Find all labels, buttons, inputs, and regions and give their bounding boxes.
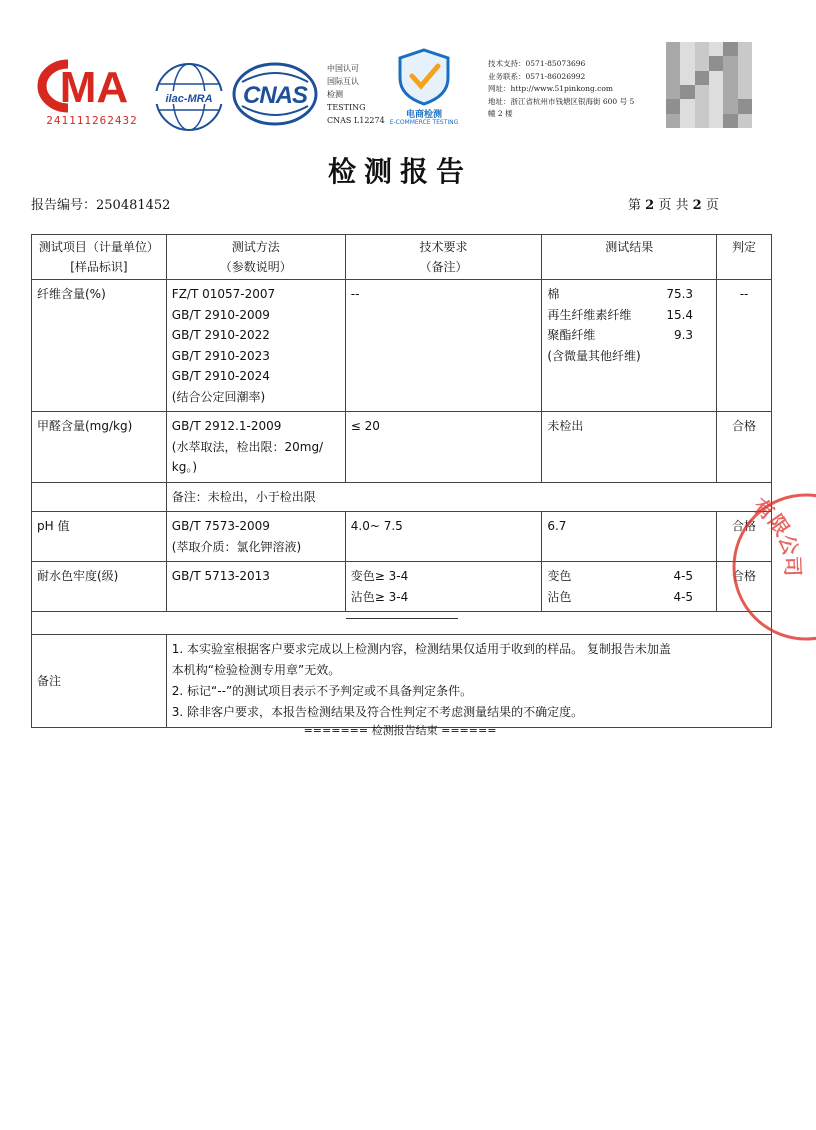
judge-cell: 合格 bbox=[717, 562, 772, 612]
globe-icon bbox=[152, 60, 226, 134]
header-item bbox=[32, 235, 167, 280]
business-line: 业务联系：0571-86026992 bbox=[488, 71, 586, 81]
page-prefix: 第 bbox=[628, 198, 642, 213]
method-line: (萃取介质：氯化钾溶液) bbox=[171, 539, 302, 554]
requirement-line: 沾色≥ 3-4 bbox=[350, 589, 409, 604]
method-cell bbox=[166, 412, 345, 483]
grade-value: 4-5 bbox=[673, 589, 694, 604]
method-line: GB/T 2912.1-2009 bbox=[171, 419, 282, 433]
contact-info bbox=[488, 58, 634, 121]
result-line bbox=[547, 305, 711, 326]
ilac-text: ilac-MRA bbox=[165, 93, 213, 105]
method-line: GB/T 7573-2009 bbox=[171, 519, 270, 533]
note-line: 3. 除非客户要求，本报告检测结果及符合性判定不考虑测量结果的不确定度。 bbox=[171, 705, 584, 719]
page-mid: 页 共 bbox=[658, 198, 689, 213]
note-line: 本机构“检验检测专用章”无效。 bbox=[171, 663, 341, 677]
table-row-ph bbox=[32, 512, 772, 562]
table-row-formaldehyde bbox=[32, 412, 772, 483]
item-cell: 甲醛含量(mg/kg) bbox=[32, 412, 167, 483]
seal-text: 有限公司 bbox=[748, 493, 805, 577]
fiber-value: 9.3 bbox=[673, 328, 694, 342]
requirement-line: 变色≥ 3-4 bbox=[350, 569, 409, 583]
grade-name: 沾色 bbox=[547, 589, 572, 604]
table-row-fiber bbox=[32, 280, 772, 412]
requirement-cell: -- bbox=[345, 280, 542, 412]
note-line: 2. 标记“--”的测试项目表示不予判定或不具备判定条件。 bbox=[171, 684, 473, 698]
ecommerce-testing-logo bbox=[378, 46, 470, 128]
address-line: 地址：浙江省杭州市钱塘区银海街 600 号 5 bbox=[488, 96, 635, 106]
judge-cell: -- bbox=[717, 280, 772, 412]
website-line[interactable]: 网址：http://www.51pinkong.com bbox=[488, 84, 613, 94]
cma-logo bbox=[38, 58, 146, 130]
result-line bbox=[547, 284, 711, 305]
item-cell: 耐水色牢度(级) bbox=[32, 562, 167, 612]
note-line: 1. 本实验室根据客户要求完成以上检测内容，检测结果仅适用于收到的样品。 复制报告未加盖 bbox=[171, 642, 671, 656]
blurred-qr-code bbox=[666, 42, 752, 128]
header-requirement bbox=[345, 235, 542, 280]
header-req-line: （备注） bbox=[419, 260, 468, 274]
test-results-table bbox=[31, 234, 772, 728]
notes-label-cell: 备注 bbox=[32, 635, 167, 728]
header-item-line: [样品标识] bbox=[70, 260, 128, 274]
report-end-marker: ======= 检测报告结束 ====== bbox=[303, 724, 497, 737]
result-cell bbox=[542, 562, 717, 612]
header-item-line: 测试项目（计量单位） bbox=[38, 240, 159, 254]
address-line-2: 幢 2 楼 bbox=[488, 109, 513, 119]
header-judge: 判定 bbox=[717, 235, 772, 280]
page-suffix: 页 bbox=[705, 198, 719, 213]
result-line bbox=[547, 566, 711, 587]
method-line: (水萃取法，检出限：20mg/ bbox=[171, 439, 324, 454]
cert-line: 中国认可 bbox=[327, 64, 359, 73]
header-method bbox=[166, 235, 345, 280]
requirement-cell bbox=[345, 562, 542, 612]
notes-cell bbox=[166, 635, 771, 728]
table-row-formaldehyde-note bbox=[32, 482, 772, 512]
table-row-divider bbox=[32, 612, 772, 635]
page-current: 2 bbox=[645, 198, 655, 213]
report-number bbox=[31, 194, 170, 213]
note-cell: 备注：未检出，小于检出限 bbox=[166, 482, 771, 512]
cnas-text: CNAS bbox=[242, 82, 307, 109]
grade-value: 4-5 bbox=[673, 569, 694, 583]
table-header-row bbox=[32, 235, 772, 280]
result-cell: 未检出 bbox=[542, 412, 717, 483]
method-cell: GB/T 5713-2013 bbox=[166, 562, 345, 612]
cma-emblem-icon bbox=[38, 58, 146, 114]
header-method-line: 测试方法 bbox=[231, 240, 280, 254]
result-line bbox=[547, 587, 711, 608]
cert-line: CNAS L12274 bbox=[327, 116, 385, 125]
grade-name: 变色 bbox=[547, 569, 572, 583]
ecommerce-cn-text: 电商检测 bbox=[405, 110, 442, 120]
ma-certificate-number: 241111262432 bbox=[46, 114, 138, 127]
fiber-name: 再生纤维素纤维 bbox=[547, 307, 632, 322]
judge-cell: 合格 bbox=[717, 412, 772, 483]
method-line: GB/T 2910-2024 bbox=[171, 369, 270, 383]
cert-line: 检测 bbox=[327, 90, 343, 99]
method-cell bbox=[166, 280, 345, 412]
fiber-value: 75.3 bbox=[666, 287, 694, 301]
report-header bbox=[0, 0, 800, 140]
judge-cell: 合格 bbox=[717, 512, 772, 562]
result-cell: 6.7 bbox=[542, 512, 717, 562]
method-line: GB/T 2910-2023 bbox=[171, 348, 270, 363]
document-title: 检测报告 bbox=[327, 155, 472, 188]
report-number-value: 250481452 bbox=[96, 198, 171, 213]
header-method-line: （参数说明） bbox=[219, 260, 292, 274]
tech-support-line: 技术支持：0571-85073696 bbox=[488, 59, 586, 68]
cnas-logo bbox=[232, 62, 318, 126]
header-req-line: 技术要求 bbox=[419, 240, 468, 254]
fiber-name: 聚酯纤维 bbox=[547, 328, 596, 342]
divider-rule bbox=[346, 618, 458, 619]
fiber-value: 15.4 bbox=[666, 307, 694, 322]
method-line: GB/T 2910-2009 bbox=[171, 307, 270, 322]
requirement-cell: ≤ 20 bbox=[345, 412, 542, 483]
method-line: kg。) bbox=[171, 460, 198, 474]
item-cell: 纤维含量(%) bbox=[32, 280, 167, 412]
page-total: 2 bbox=[692, 198, 702, 213]
accreditation-text bbox=[327, 62, 385, 127]
item-cell: pH 值 bbox=[32, 512, 167, 562]
result-cell bbox=[542, 280, 717, 412]
cert-line: TESTING bbox=[327, 103, 366, 112]
ma-logo-text: MA bbox=[59, 63, 129, 112]
requirement-cell: 4.0~ 7.5 bbox=[345, 512, 542, 562]
empty-cell bbox=[32, 482, 167, 512]
method-line: GB/T 2910-2022 bbox=[171, 328, 270, 342]
result-line bbox=[547, 325, 711, 346]
cert-line: 国际互认 bbox=[327, 77, 359, 86]
divider-cell bbox=[32, 612, 772, 635]
table-row-notes bbox=[32, 635, 772, 728]
ecommerce-en-text: E-COMMERCE TESTING bbox=[389, 119, 459, 126]
result-note: (含微量其他纤维) bbox=[547, 348, 641, 363]
header-result: 测试结果 bbox=[542, 235, 717, 280]
fiber-name: 棉 bbox=[547, 287, 560, 301]
report-number-label: 报告编号： bbox=[31, 198, 97, 213]
shield-check-icon bbox=[378, 46, 470, 106]
page-indicator bbox=[628, 194, 719, 213]
method-line: (结合公定回潮率) bbox=[171, 389, 266, 404]
method-cell bbox=[166, 512, 345, 562]
ilac-mra-logo bbox=[152, 60, 226, 134]
method-line: FZ/T 01057-2007 bbox=[171, 287, 276, 301]
table-row-colorfastness bbox=[32, 562, 772, 612]
